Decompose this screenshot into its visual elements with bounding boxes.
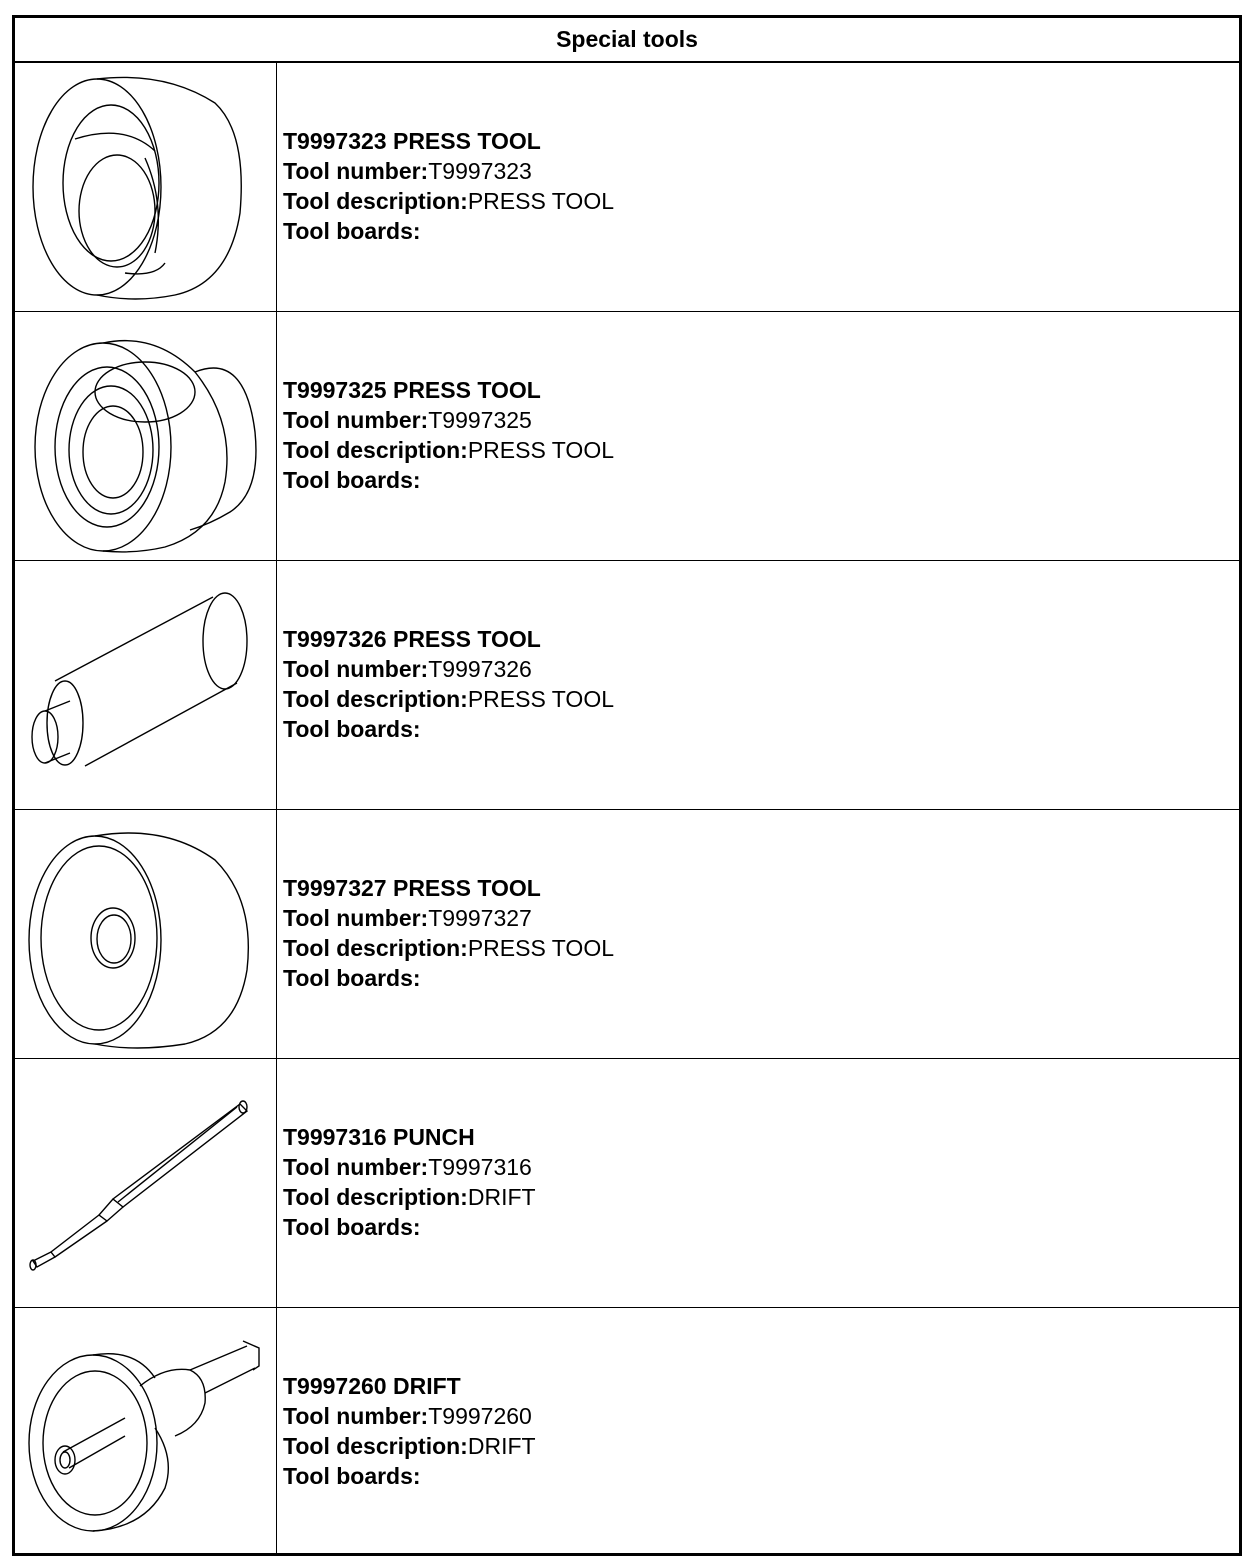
- tool-image-cell: [15, 312, 277, 560]
- tool-info: [283, 1371, 536, 1491]
- tool-number-value: T9997260: [428, 1403, 532, 1429]
- tool-boards-label: Tool boards:: [283, 467, 421, 493]
- tool-number-value: T9997325: [428, 407, 532, 433]
- tool-image-cell: [15, 1308, 277, 1556]
- tool-boards-label: Tool boards:: [283, 218, 421, 244]
- tool-number-label: Tool number:: [283, 1154, 429, 1180]
- tool-number-value: T9997323: [428, 158, 532, 184]
- tool-number-label: Tool number:: [283, 407, 429, 433]
- tool-heading: T9997316 PUNCH: [283, 1124, 475, 1150]
- tool-number-value: T9997327: [428, 905, 532, 931]
- tool-description-label: Tool description:: [283, 437, 468, 463]
- tool-description-value: DRIFT: [467, 1433, 536, 1459]
- tool-description-value: PRESS TOOL: [467, 935, 614, 961]
- tool-number-label: Tool number:: [283, 656, 429, 682]
- tool-heading: T9997327 PRESS TOOL: [283, 875, 541, 901]
- tool-row: [15, 561, 1239, 810]
- tool-image-cell: [15, 1059, 277, 1307]
- tool-number-label: Tool number:: [283, 158, 429, 184]
- tool-description-label: Tool description:: [283, 935, 468, 961]
- tool-number-value: T9997326: [428, 656, 532, 682]
- tool-row: [15, 1059, 1239, 1308]
- tool-rows: [15, 63, 1239, 1553]
- tool-heading: T9997325 PRESS TOOL: [283, 377, 541, 403]
- tool-boards-label: Tool boards:: [283, 1463, 421, 1489]
- tool-description-label: Tool description:: [283, 686, 468, 712]
- tool-description-value: DRIFT: [467, 1184, 536, 1210]
- tool-row: [15, 312, 1239, 561]
- tool-description-label: Tool description:: [283, 1184, 468, 1210]
- tool-row: [15, 63, 1239, 312]
- tool-boards-label: Tool boards:: [283, 965, 421, 991]
- tool-description-value: PRESS TOOL: [467, 686, 614, 712]
- tool-info: [283, 375, 614, 495]
- special-tools-table: [12, 15, 1242, 1556]
- tool-description-value: PRESS TOOL: [467, 437, 614, 463]
- tool-image-cell: [15, 561, 277, 809]
- tool-info: [283, 873, 614, 993]
- table-title: Special tools: [15, 18, 1239, 63]
- tool-number-label: Tool number:: [283, 1403, 429, 1429]
- tool-boards-label: Tool boards:: [283, 716, 421, 742]
- tool-number-value: T9997316: [428, 1154, 532, 1180]
- tool-info: [283, 1122, 536, 1242]
- tool-heading: T9997260 DRIFT: [283, 1373, 461, 1399]
- tool-heading: T9997323 PRESS TOOL: [283, 128, 541, 154]
- drift-icon: [15, 1308, 276, 1556]
- tool-info: [283, 624, 614, 744]
- tool-row: [15, 1308, 1239, 1556]
- tool-heading: T9997326 PRESS TOOL: [283, 626, 541, 652]
- tool-boards-label: Tool boards:: [283, 1214, 421, 1240]
- press-tool-cylinder-icon: [15, 561, 276, 809]
- tool-image-cell: [15, 63, 277, 311]
- tool-number-label: Tool number:: [283, 905, 429, 931]
- press-tool-disc-icon: [15, 810, 276, 1058]
- tool-row: [15, 810, 1239, 1059]
- tool-info: [283, 126, 614, 246]
- tool-description-label: Tool description:: [283, 1433, 468, 1459]
- tool-description-value: PRESS TOOL: [467, 188, 614, 214]
- tool-description-label: Tool description:: [283, 188, 468, 214]
- punch-icon: [15, 1059, 276, 1307]
- press-tool-cup-icon: [15, 63, 276, 311]
- press-tool-stepped-icon: [15, 312, 276, 560]
- tool-image-cell: [15, 810, 277, 1058]
